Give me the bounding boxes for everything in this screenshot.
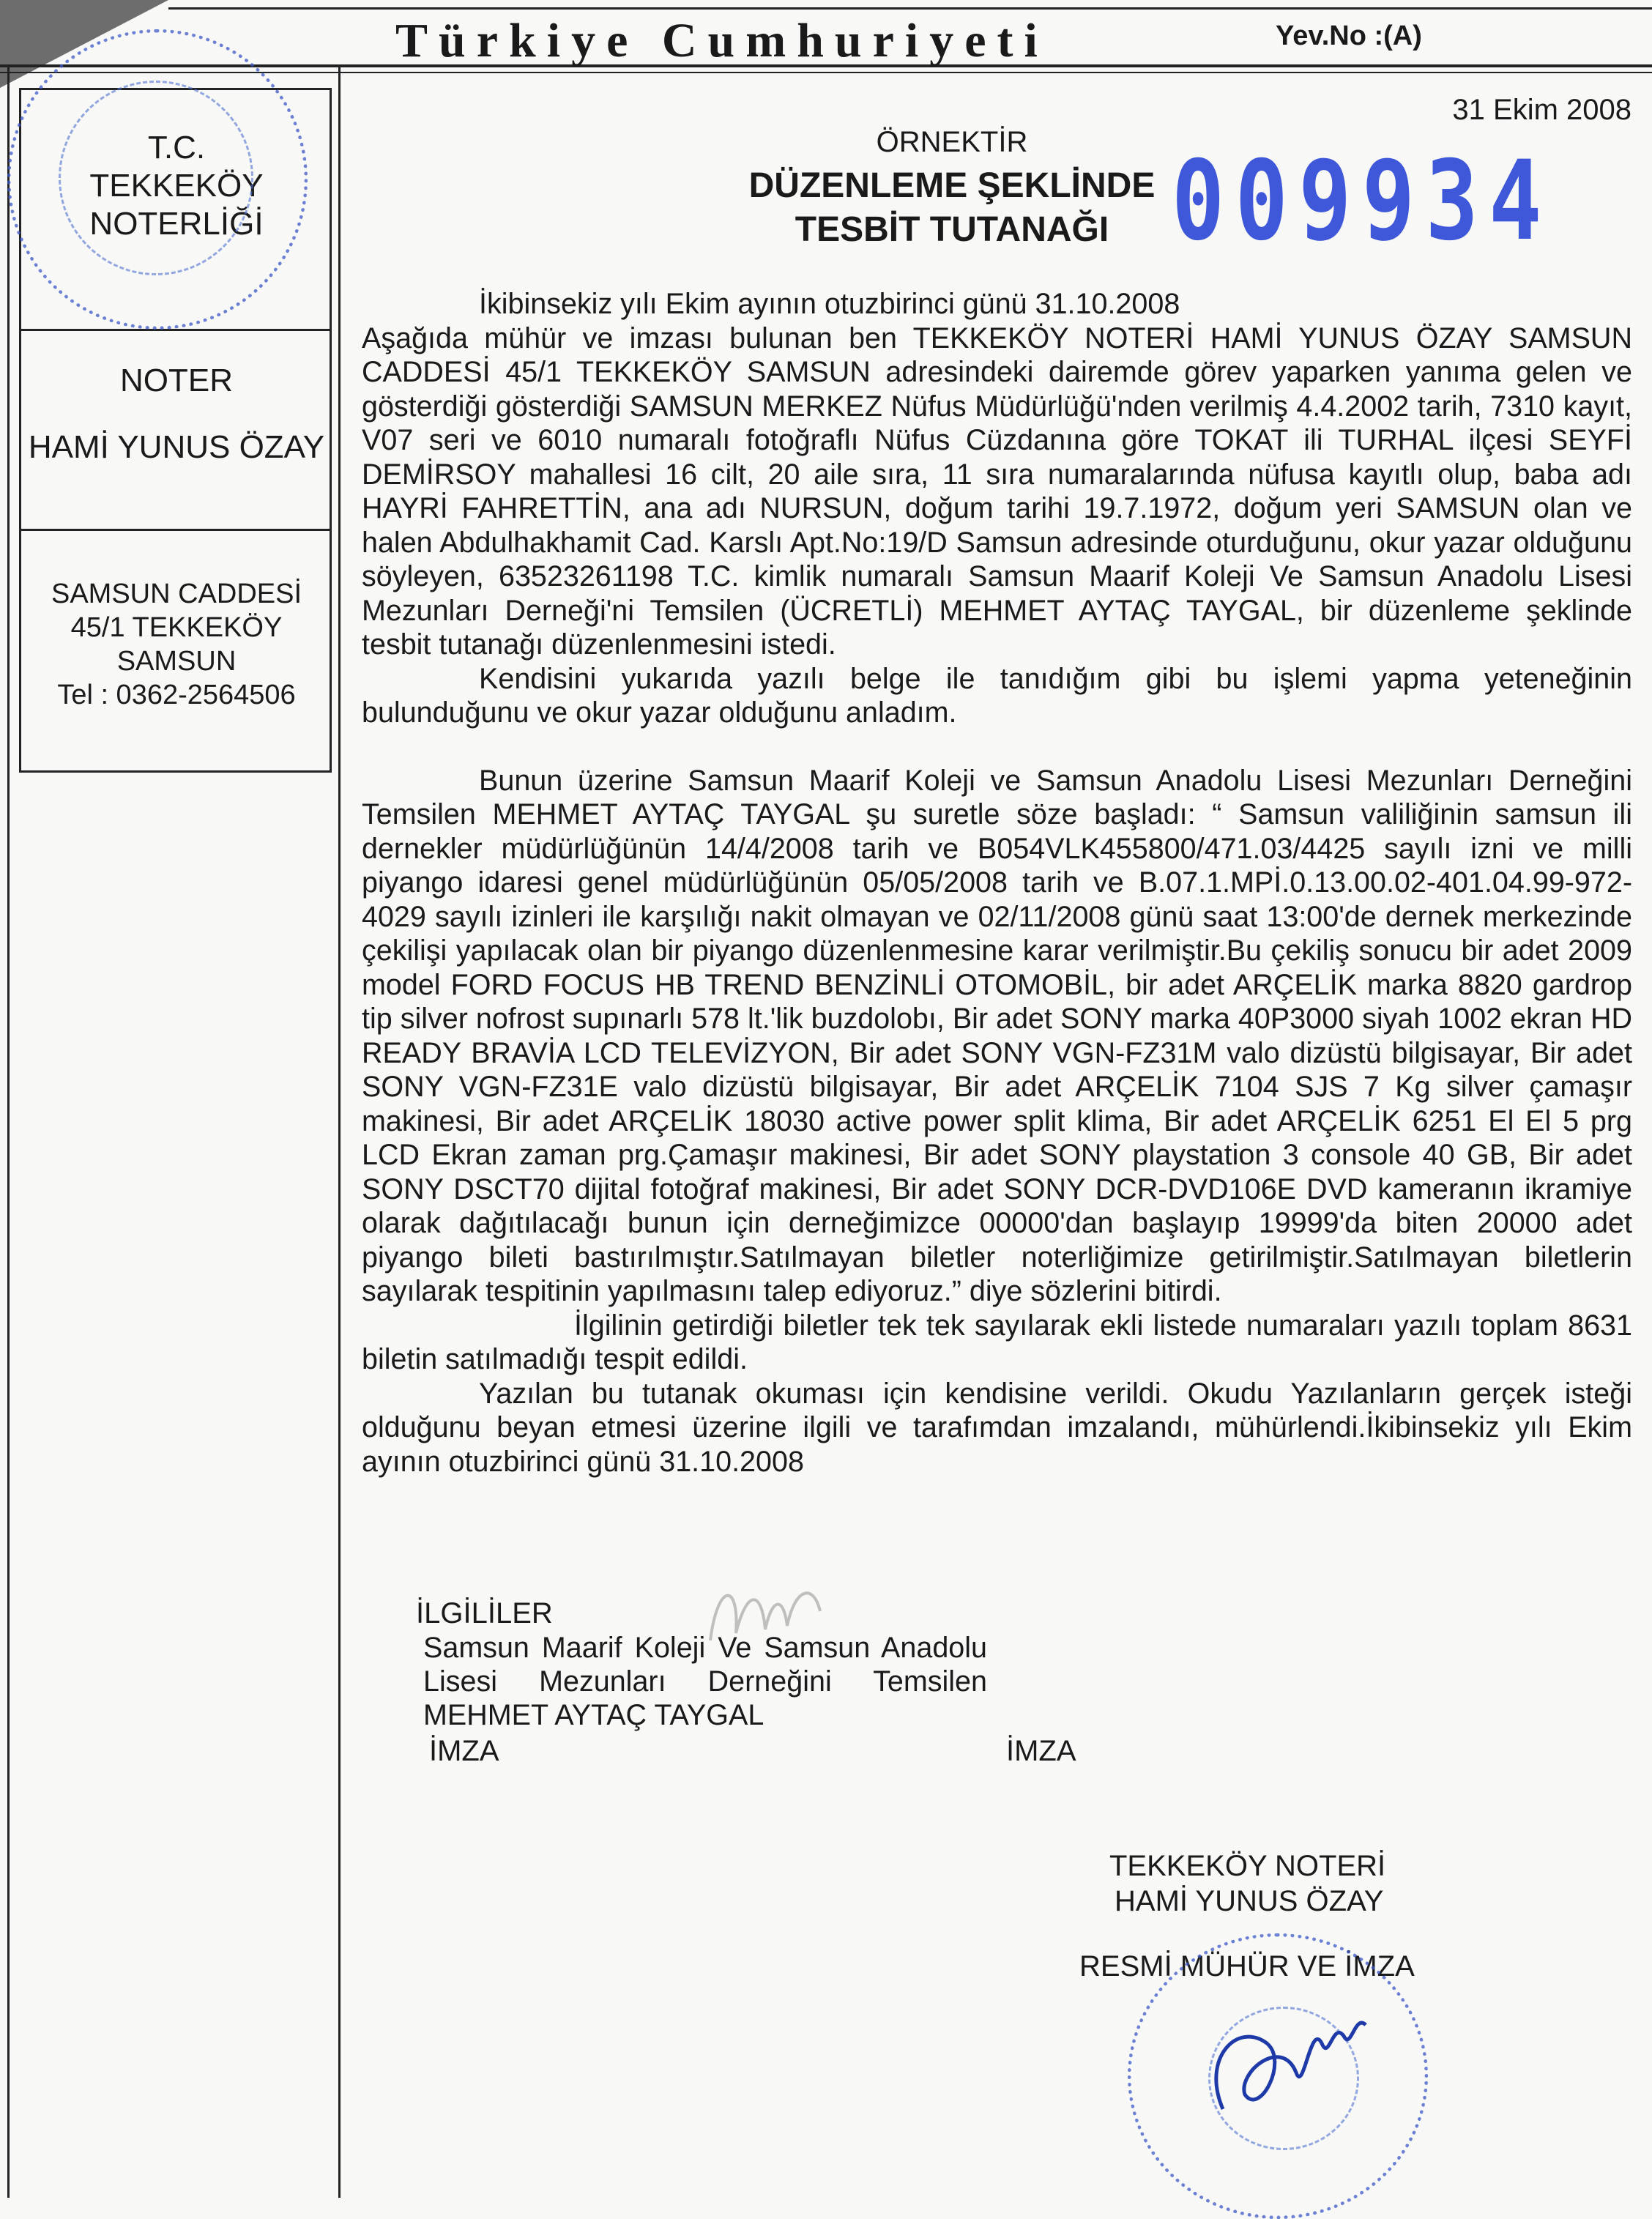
party-signature xyxy=(696,1567,842,1662)
sidebar-address xyxy=(21,577,332,712)
office-seal-inner-ring xyxy=(59,81,253,275)
document-date: 31 Ekim 2008 xyxy=(1452,94,1631,126)
header-title: Türkiye Cumhuriyeti xyxy=(395,14,1049,67)
body-paragraph-4: Bunun üzerine Samsun Maarif Koleji ve Samsun Anadolu Lisesi Mezunları Derneğini Temsilen MEHMET AYTAÇ TAYGAL şu suretle söze başladı: “ Samsun valiliğinin samsun ili dernekler müdürlüğünün 14/4/2008 tarih ve B054VLK455800/471.03/4425 sayılı izni ve milli piyango idaresi genel müdürlüğünün 05/05/2008 tarih ve B.07.1.MPİ.0.13.00.02-401.04.99-972-4029 sayılı izinleri ile karşılığı nakit olmayan ve 02/11/2008 günü saat 13:00'de dernek merkezinde çekilişi yapılacak olan bir piyango düzenlenmesine karar verilmiştir.Bu çekiliş sonucu bir adet 2009 model FORD FOCUS HB TREND BENZİNLİ OTOMOBİL, bir adet ARÇELİK marka 8820 gardrop tip silver nofrost supınarlı 578 lt.'lik buzdolobı, Bir adet SONY marka 40P3000 siyah 1002 ekran HD READY BRAVİA LCD TELEVİZYON, Bir adet SONY VGN-FZ31M valo dizüstü bilgisayar, Bir adet SONY VGN-FZ31E valo dizüstü bilgisayar, Bir adet ARÇELİK 7104 SJS 7 Kg silver çamaşır makinesi, Bir adet ARÇELİK 18030 active power split klima, Bir adet ARÇELİK 6251 El El 5 prg LCD Ekran zaman prg.Çamaşır makinesi, Bir adet SONY playstation 3 console 40 GB, Bir adet SONY DSCT70 dijital fotoğraf makinesi, Bir adet SONY DCR-DVD106E DVD kameranın ikramiye olarak dağıtılacağı bunun için derneğimizce 00000'dan başlayıp 19999'da biten 20000 adet piyango bileti bastırılmıştır.Satılmayan biletler noterliğimize getirilmiştir.Satılmayan biletlerin sayılarak tespitinin yapılmasını talep ediyoruz.” diye sözlerini bitirdi. xyxy=(362,764,1632,1307)
document-title-line-2: TESBİT TUTANAĞI xyxy=(795,210,1109,249)
sidebar-outer-left xyxy=(7,67,10,2198)
body-paragraph-3: Kendisini yukarıda yazılı belge ile tanıdığım gibi bu işlemi yapma yeteneğinin bulunduğunu ve okur yazar olduğunu anladım. xyxy=(362,662,1632,729)
document-body xyxy=(362,287,1632,1479)
yev-no: Yev.No :(A) xyxy=(1276,21,1422,51)
notary-signature xyxy=(1194,1992,1384,2153)
official-seal-label: RESMİ MÜHÜR VE İMZA xyxy=(1079,1950,1415,1982)
sidebar-phone: Tel : 0362-2564506 xyxy=(57,680,296,710)
serial-number-stamp: 009934 xyxy=(1172,138,1552,265)
signature-label-right: İMZA xyxy=(1006,1735,1076,1767)
signatory-party: Samsun Maarif Koleji Ve Samsun Anadolu Lisesi Mezunları Derneğini Temsilen MEHMET AYTAÇ TAYGAL xyxy=(423,1632,987,1731)
paragraph-spacer xyxy=(362,730,1632,764)
notary-name: HAMİ YUNUS ÖZAY xyxy=(1115,1885,1384,1917)
sidebar-office-line-1: T.C. xyxy=(147,130,206,166)
sidebar-divider-1 xyxy=(19,329,332,331)
document-title-line-1: DÜZENLEME ŞEKLİNDE xyxy=(748,166,1156,205)
ornek-label: ÖRNEKTİR xyxy=(876,126,1028,158)
sidebar-office-line-3: NOTERLİĞİ xyxy=(89,206,264,242)
sidebar-address-line-3: SAMSUN xyxy=(116,646,237,677)
sidebar-notary-name: HAMİ YUNUS ÖZAY xyxy=(28,429,325,465)
sidebar-divider-2 xyxy=(19,529,332,531)
sidebar-address-line-1: SAMSUN CADDESİ xyxy=(51,579,302,609)
sidebar-address-line-2: 45/1 TEKKEKÖY xyxy=(70,612,283,643)
signature-label-left: İMZA xyxy=(429,1735,499,1767)
sidebar-box-bottom xyxy=(19,770,332,773)
body-paragraph-6: Yazılan bu tutanak okuması için kendisine verildi. Okudu Yazılanların gerçek isteği olduğunu beyan etmesi üzerine ilgili ve tarafımdan imzalandı, mühürlendi.İkibinsekiz yılı Ekim ayının otuzbirinci günü 31.10.2008 xyxy=(362,1377,1632,1478)
notary-title: TEKKEKÖY NOTERİ xyxy=(1109,1850,1386,1882)
sidebar-outer-right xyxy=(338,67,341,2198)
sidebar-office-line-2: TEKKEKÖY xyxy=(89,168,264,204)
body-paragraph-5: İlgilinin getirdiği biletler tek tek sayılarak ekli listede numaraları yazılı toplam 8631 biletin satılmadığı tespit edildi. xyxy=(362,1309,1632,1375)
body-paragraph-2: Aşağıda mühür ve imzası bulunan ben TEKKEKÖY NOTERİ HAMİ YUNUS ÖZAY SAMSUN CADDESİ 45/1 TEKKEKÖY SAMSUN adresindeki dairemde görev yaparken yanıma gelen ve gösterdiği gösterdiği SAMSUN MERKEZ Nüfus Müdürlüğü'nden verilmiş 4.4.2002 tarih, 7310 kayıt, V07 seri ve 6010 numaralı fotoğraflı Nüfus Cüzdanına göre TOKAT ili TURHAL ilçesi SEYFİ DEMİRSOY mahallesi 16 cilt, 20 aile sıra, 11 sıra numaralarında nüfusa kayıtlı olup, baba adı HAYRİ FAHRETTİN, ana adı NURSUN, doğum tarihi 19.7.1972, doğum yeri SAMSUN olan ve halen Abdulhakhamit Cad. Karslı Apt.No:19/D Samsun adresinde oturduğunu, okur yazar olduğunu söyleyen, 63523261198 T.C. kimlik numaralı Samsun Maarif Koleji Ve Samsun Anadolu Lisesi Mezunları Derneği'ni Temsilen (ÜCRETLİ) MEHMET AYTAÇ TAYGAL, bir düzenleme şeklinde tesbit tutanağı düzenlenmesini istedi. xyxy=(362,321,1632,661)
sidebar-role: NOTER xyxy=(120,363,233,398)
header-top-rule xyxy=(168,7,1652,10)
signatories-heading: İLGİLİLER xyxy=(416,1597,553,1629)
body-paragraph-1: İkibinsekiz yılı Ekim ayının otuzbirinci günü 31.10.2008 xyxy=(479,288,1180,320)
